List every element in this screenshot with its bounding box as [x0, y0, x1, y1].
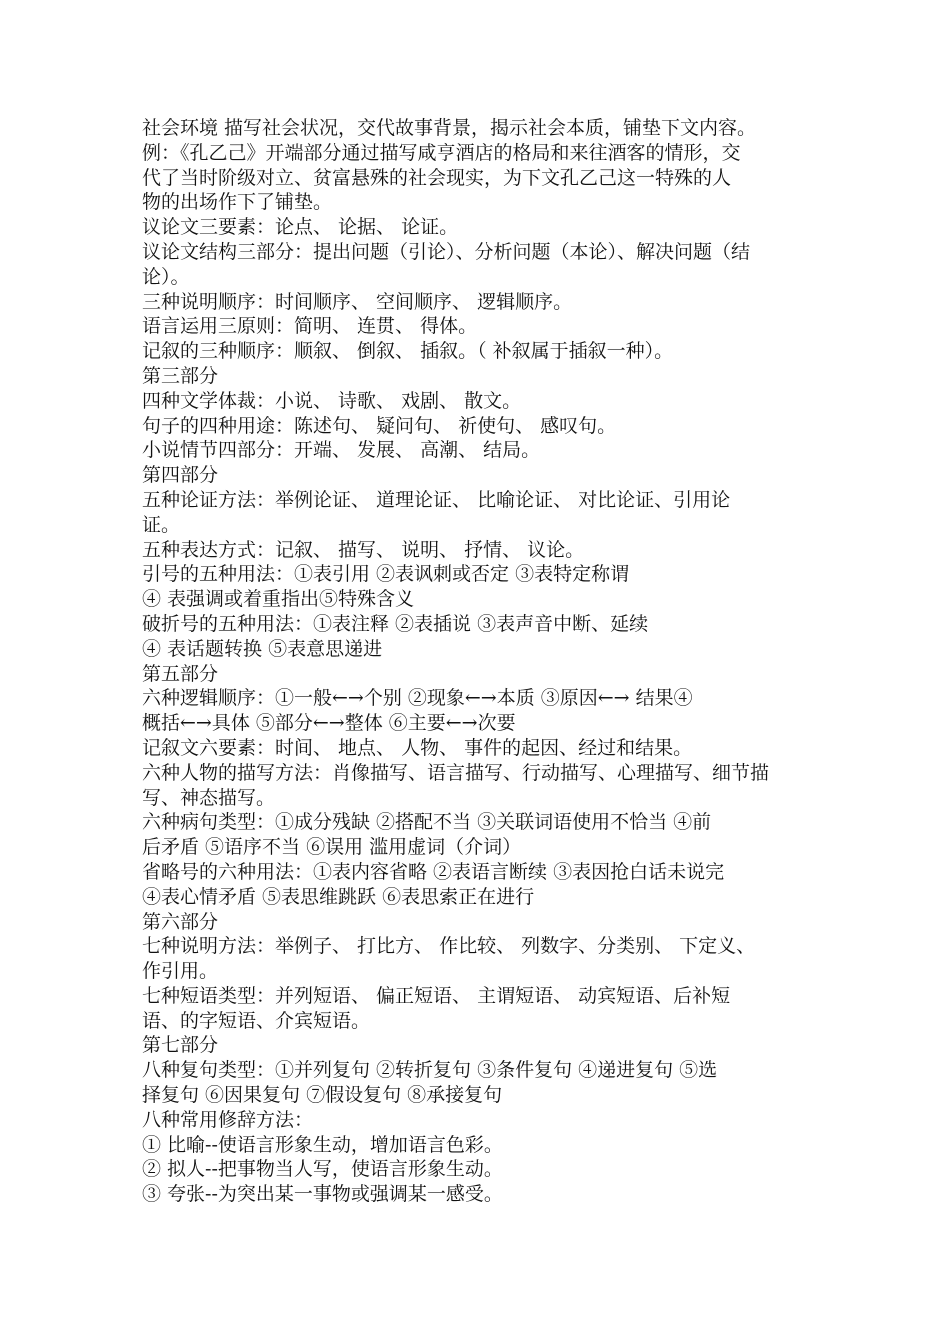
text-line: 引号的五种用法：①表引用 ②表讽刺或否定 ③表特定称谓	[142, 563, 630, 586]
text-line: 例：《孔乙己》开端部分通过描写咸亨酒店的格局和来往酒客的情形，交	[142, 141, 741, 164]
text-line: 句子的四种用途：陈述句、 疑问句、 祈使句、 感叹句。	[142, 414, 617, 437]
text-line: 八种复句类型：①并列复句 ②转折复句 ③条件复句 ④递进复句 ⑤选	[142, 1059, 718, 1082]
text-line: ④表心情矛盾 ⑤表思维跳跃 ⑥表思索正在进行	[142, 885, 535, 908]
text-line: 四种文学体裁：小说、 诗歌、 戏剧、 散文。	[142, 389, 522, 412]
text-line: 记叙文六要素：时间、 地点、 人物、 事件的起因、经过和结果。	[142, 736, 693, 759]
text-line: 八种常用修辞方法：	[142, 1108, 314, 1131]
text-line: 省略号的六种用法：①表内容省略 ②表语言断续 ③表因抢白话未说完	[142, 860, 725, 883]
text-line: 议论文三要素：论点、 论据、 论证。	[142, 216, 459, 239]
text-line: 六种病句类型：①成分残缺 ②搭配不当 ③关联词语使用不恰当 ④前	[142, 811, 712, 834]
text-line: 代了当时阶级对立、贫富悬殊的社会现实，为下文孔乙己这一特殊的人	[142, 166, 732, 189]
text-line: 议论文结构三部分：提出问题（引论）、分析问题（本论）、解决问题（结	[142, 240, 751, 263]
text-line: ④ 表话题转换 ⑤表意思递进	[142, 637, 383, 660]
text-line: 物的出场作下了铺垫。	[142, 191, 333, 214]
text-line: 写、神态描写。	[142, 786, 276, 809]
text-line: 七种说明方法：举例子、 打比方、 作比较、 列数字、分类别、 下定义、	[142, 935, 756, 958]
text-line: 概括←→具体 ⑤部分←→整体 ⑥主要←→次要	[142, 712, 516, 735]
text-line: 五种论证方法：举例论证、 道理论证、 比喻论证、 对比论证、引用论	[142, 488, 731, 511]
text-line: 作引用。	[142, 960, 219, 983]
text-line: 论）。	[142, 265, 190, 288]
text-line: 五种表达方式：记叙、 描写、 说明、 抒情、 议论。	[142, 538, 585, 561]
text-line: ② 拟人--把事物当人写，使语言形象生动。	[142, 1158, 503, 1181]
section-heading: 第六部分	[142, 910, 219, 933]
text-line: 后矛盾 ⑤语序不当 ⑥误用 滥用虚词（介词）	[142, 836, 522, 859]
text-line: 证。	[142, 513, 181, 536]
text-line: 六种人物的描写方法：肖像描写、语言描写、行动描写、心理描写、细节描	[142, 761, 770, 784]
text-line: 破折号的五种用法：①表注释 ②表插说 ③表声音中断、延续	[142, 612, 649, 635]
section-heading: 第五部分	[142, 662, 219, 685]
document-body	[142, 116, 814, 1207]
text-line: ③ 夸张--为突出某一事物或强调某一感受。	[142, 1183, 503, 1206]
text-line: 择复句 ⑥因果复句 ⑦假设复句 ⑧承接复句	[142, 1084, 503, 1107]
text-line: ④ 表强调或着重指出⑤特殊含义	[142, 588, 415, 611]
text-line: 小说情节四部分：开端、 发展、 高潮、 结局。	[142, 439, 541, 462]
text-line: 社会环境 描写社会状况，交代故事背景，揭示社会本质，铺垫下文内容。	[142, 117, 757, 139]
section-heading: 第四部分	[142, 464, 219, 487]
section-heading: 第七部分	[142, 1034, 219, 1057]
text-line: 记叙的三种顺序：顺叙、 倒叙、 插叙。（ 补叙属于插叙一种）。	[142, 340, 674, 363]
section-heading: 第三部分	[142, 364, 219, 387]
text-line: 语、的字短语、介宾短语。	[142, 1009, 371, 1032]
text-line: 三种说明顺序：时间顺序、 空间顺序、 逻辑顺序。	[142, 290, 573, 313]
text-line: 六种逻辑顺序：①一般←→个别 ②现象←→本质 ③原因←→ 结果④	[142, 687, 693, 710]
text-line: 语言运用三原则：简明、 连贯、 得体。	[142, 315, 478, 338]
text-line: ① 比喻--使语言形象生动，增加语言色彩。	[142, 1133, 503, 1156]
text-line: 七种短语类型：并列短语、 偏正短语、 主谓短语、 动宾短语、后补短	[142, 984, 731, 1007]
